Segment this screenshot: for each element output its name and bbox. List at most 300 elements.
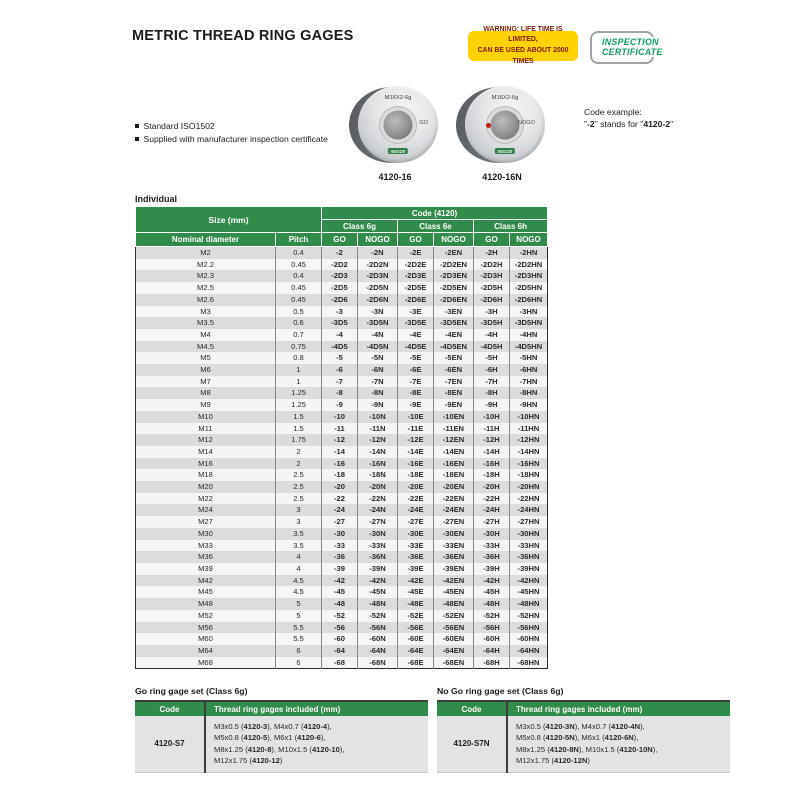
pitch-cell: 1.25 bbox=[276, 399, 322, 411]
code-cell: -18E bbox=[398, 469, 434, 481]
code-cell: -8HN bbox=[510, 387, 548, 399]
ring-hole bbox=[491, 110, 520, 139]
code-cell: -4EN bbox=[434, 329, 474, 341]
feature-item: Supplied with manufacturer inspection certificate bbox=[135, 134, 328, 144]
code-cell: -11 bbox=[322, 423, 358, 435]
code-cell: -33HN bbox=[510, 540, 548, 552]
pitch-cell: 1 bbox=[276, 376, 322, 388]
code-cell: -2 bbox=[322, 247, 358, 259]
code-example-line: "-2" stands for "4120-2" bbox=[584, 119, 674, 130]
code-cell: -2D5HN bbox=[510, 282, 548, 294]
table-row bbox=[136, 364, 548, 376]
code-cell: -8N bbox=[358, 387, 398, 399]
nominal-diameter-cell: M8 bbox=[136, 387, 276, 399]
code-cell: -48EN bbox=[434, 598, 474, 610]
table-row bbox=[136, 551, 548, 563]
code-cell: -2D2N bbox=[358, 259, 398, 271]
set-description-line: M3x0.5 (4120-3), M4x0.7 (4120-4), bbox=[214, 722, 332, 731]
code-cell: -2D2E bbox=[398, 259, 434, 271]
nominal-diameter-cell: M7 bbox=[136, 376, 276, 388]
code-cell: -27H bbox=[474, 516, 510, 528]
code-cell: -52 bbox=[322, 610, 358, 622]
code-cell: -20EN bbox=[434, 481, 474, 493]
code-cell: -6 bbox=[322, 364, 358, 376]
code-cell: -18H bbox=[474, 469, 510, 481]
nogo-set-title: No Go ring gage set (Class 6g) bbox=[437, 686, 564, 696]
nominal-diameter-cell: M42 bbox=[136, 575, 276, 587]
code-cell: -3D5 bbox=[322, 317, 358, 329]
code-cell: -10E bbox=[398, 411, 434, 423]
table-row bbox=[136, 481, 548, 493]
code-example-label: Code example: bbox=[584, 107, 642, 117]
pitch-cell: 2 bbox=[276, 446, 322, 458]
code-cell: -22N bbox=[358, 493, 398, 505]
code-cell: -3EN bbox=[434, 306, 474, 318]
code-cell: -33 bbox=[322, 540, 358, 552]
code-cell: -22EN bbox=[434, 493, 474, 505]
code-cell: -27HN bbox=[510, 516, 548, 528]
pitch-cell: 1 bbox=[276, 364, 322, 376]
go-set-title: Go ring gage set (Class 6g) bbox=[135, 686, 248, 696]
code-cell: -36N bbox=[358, 551, 398, 563]
nogo-label: NOGO bbox=[517, 120, 535, 126]
code-cell: -11H bbox=[474, 423, 510, 435]
code-cell: -7 bbox=[322, 376, 358, 388]
nominal-diameter-cell: M68 bbox=[136, 657, 276, 669]
set-description-line: M5x0.8 (4120-5N), M6x1 (4120-6N), bbox=[516, 733, 639, 743]
code-cell: -33EN bbox=[434, 540, 474, 552]
pitch-cell: 5.5 bbox=[276, 622, 322, 634]
ring-marking: M16X2-6g bbox=[491, 95, 519, 101]
code-cell: -4H bbox=[474, 329, 510, 341]
table-row bbox=[136, 294, 548, 306]
code-cell: -42H bbox=[474, 575, 510, 587]
header-pitch: Pitch bbox=[276, 233, 322, 247]
code-cell: -64EN bbox=[434, 645, 474, 657]
set-description-line: M8x1.25 (4120-8N), M10x1.5 (4120-10N), bbox=[516, 744, 658, 754]
code-cell: -4E bbox=[398, 329, 434, 341]
insize-logo: INSIZE bbox=[388, 148, 408, 154]
header-nogo-6h: NOGO bbox=[510, 233, 548, 247]
pitch-cell: 5 bbox=[276, 598, 322, 610]
table-row bbox=[136, 645, 548, 657]
pitch-cell: 1.75 bbox=[276, 434, 322, 446]
code-cell: -3D5EN bbox=[434, 317, 474, 329]
pitch-cell: 1.5 bbox=[276, 411, 322, 423]
table-row bbox=[136, 352, 548, 364]
table-row bbox=[136, 259, 548, 271]
nominal-diameter-cell: M11 bbox=[136, 423, 276, 435]
code-cell: -8 bbox=[322, 387, 358, 399]
certificate-label: INSPECTION CERTIFICATE bbox=[599, 37, 666, 57]
code-cell: -7N bbox=[358, 376, 398, 388]
code-cell: -11HN bbox=[510, 423, 548, 435]
set-description bbox=[205, 716, 428, 772]
table-row bbox=[136, 540, 548, 552]
nominal-diameter-cell: M45 bbox=[136, 586, 276, 598]
code-cell: -45HN bbox=[510, 586, 548, 598]
code-cell: -2D2 bbox=[322, 259, 358, 271]
code-cell: -48E bbox=[398, 598, 434, 610]
table-row bbox=[136, 329, 548, 341]
product-image-nogo-ring bbox=[450, 86, 554, 182]
go-ring-photo bbox=[349, 86, 441, 164]
code-cell: -14E bbox=[398, 446, 434, 458]
code-cell: -12HN bbox=[510, 434, 548, 446]
code-cell: -45E bbox=[398, 586, 434, 598]
nominal-diameter-cell: M27 bbox=[136, 516, 276, 528]
code-cell: -48H bbox=[474, 598, 510, 610]
table-row bbox=[136, 528, 548, 540]
code-cell: -2D3 bbox=[322, 270, 358, 282]
set-code-value: 4120-S7N bbox=[437, 716, 507, 772]
feature-list bbox=[135, 121, 328, 147]
code-cell: -36 bbox=[322, 551, 358, 563]
code-cell: -52EN bbox=[434, 610, 474, 622]
warning-line-1: WARNING: LIFE TIME IS LIMITED, bbox=[483, 25, 563, 44]
code-cell: -39EN bbox=[434, 563, 474, 575]
code-cell: -12N bbox=[358, 434, 398, 446]
table-row bbox=[136, 575, 548, 587]
code-cell: -8E bbox=[398, 387, 434, 399]
code-cell: -4N bbox=[358, 329, 398, 341]
code-cell: -27E bbox=[398, 516, 434, 528]
code-cell: -3HN bbox=[510, 306, 548, 318]
header-class-6e: Class 6e bbox=[398, 220, 474, 233]
code-cell: -7E bbox=[398, 376, 434, 388]
code-cell: -24N bbox=[358, 504, 398, 516]
code-cell: -68EN bbox=[434, 657, 474, 669]
go-set-table-block bbox=[135, 686, 428, 773]
code-cell: -3H bbox=[474, 306, 510, 318]
code-cell: -45 bbox=[322, 586, 358, 598]
code-cell: -9H bbox=[474, 399, 510, 411]
code-cell: -24H bbox=[474, 504, 510, 516]
code-cell: -10HN bbox=[510, 411, 548, 423]
code-cell: -16HN bbox=[510, 458, 548, 470]
code-cell: -68N bbox=[358, 657, 398, 669]
code-cell: -45H bbox=[474, 586, 510, 598]
table-row bbox=[136, 306, 548, 318]
code-cell: -42N bbox=[358, 575, 398, 587]
pitch-cell: 5.5 bbox=[276, 633, 322, 645]
nominal-diameter-cell: M22 bbox=[136, 493, 276, 505]
code-cell: -30H bbox=[474, 528, 510, 540]
code-cell: -9 bbox=[322, 399, 358, 411]
pitch-cell: 0.4 bbox=[276, 247, 322, 259]
pitch-cell: 0.4 bbox=[276, 270, 322, 282]
ring-face bbox=[465, 86, 545, 163]
code-cell: -3 bbox=[322, 306, 358, 318]
code-cell: -24 bbox=[322, 504, 358, 516]
code-cell: -2EN bbox=[434, 247, 474, 259]
code-cell: -8H bbox=[474, 387, 510, 399]
code-cell: -5EN bbox=[434, 352, 474, 364]
code-cell: -2D3H bbox=[474, 270, 510, 282]
code-cell: -9EN bbox=[434, 399, 474, 411]
nominal-diameter-cell: M18 bbox=[136, 469, 276, 481]
header-go-6e: GO bbox=[398, 233, 434, 247]
thread-ring-gage-table bbox=[135, 206, 548, 669]
table-row bbox=[136, 586, 548, 598]
pitch-cell: 2.5 bbox=[276, 481, 322, 493]
code-cell: -14H bbox=[474, 446, 510, 458]
code-cell: -24E bbox=[398, 504, 434, 516]
code-cell: -42E bbox=[398, 575, 434, 587]
nogo-set-table bbox=[437, 700, 730, 773]
pitch-cell: 1.5 bbox=[276, 423, 322, 435]
table-row bbox=[136, 493, 548, 505]
code-cell: -56H bbox=[474, 622, 510, 634]
code-cell: -2D6EN bbox=[434, 294, 474, 306]
code-cell: -14 bbox=[322, 446, 358, 458]
code-cell: -2D2HN bbox=[510, 259, 548, 271]
code-cell: -12H bbox=[474, 434, 510, 446]
set-description-line: M12x1.75 (4120-12) bbox=[214, 756, 283, 766]
table-row bbox=[136, 516, 548, 528]
table-row bbox=[136, 399, 548, 411]
code-cell: -2H bbox=[474, 247, 510, 259]
code-cell: -6EN bbox=[434, 364, 474, 376]
code-cell: -20N bbox=[358, 481, 398, 493]
nominal-diameter-cell: M4.5 bbox=[136, 341, 276, 353]
nominal-diameter-cell: M6 bbox=[136, 364, 276, 376]
code-cell: -3D5H bbox=[474, 317, 510, 329]
code-cell: -22E bbox=[398, 493, 434, 505]
code-cell: -9N bbox=[358, 399, 398, 411]
pitch-cell: 0.45 bbox=[276, 259, 322, 271]
code-cell: -6E bbox=[398, 364, 434, 376]
code-cell: -39HN bbox=[510, 563, 548, 575]
code-cell: -10EN bbox=[434, 411, 474, 423]
nominal-diameter-cell: M2.2 bbox=[136, 259, 276, 271]
header-size-group: Size (mm) bbox=[136, 207, 322, 233]
nominal-diameter-cell: M4 bbox=[136, 329, 276, 341]
set-description-line: M8x1.25 (4120-8), M10x1.5 (4120-10), bbox=[214, 744, 345, 754]
nominal-diameter-cell: M64 bbox=[136, 645, 276, 657]
bullet-square-icon bbox=[135, 137, 139, 141]
nominal-diameter-cell: M48 bbox=[136, 598, 276, 610]
code-cell: -64E bbox=[398, 645, 434, 657]
code-cell: -2D5EN bbox=[434, 282, 474, 294]
table-row bbox=[136, 504, 548, 516]
set-description-line: M3x0.5 (4120-3N), M4x0.7 (4120-4N), bbox=[516, 722, 645, 731]
pitch-cell: 4.5 bbox=[276, 586, 322, 598]
pitch-cell: 3.5 bbox=[276, 528, 322, 540]
code-cell: -64H bbox=[474, 645, 510, 657]
table-row bbox=[136, 411, 548, 423]
code-cell: -5H bbox=[474, 352, 510, 364]
table-row bbox=[136, 434, 548, 446]
table-row bbox=[136, 610, 548, 622]
set-header-code: Code bbox=[135, 701, 205, 716]
header-code-group: Code (4120) bbox=[322, 207, 548, 220]
code-cell: -22HN bbox=[510, 493, 548, 505]
bullet-square-icon bbox=[135, 124, 139, 128]
nominal-diameter-cell: M56 bbox=[136, 622, 276, 634]
table-row bbox=[136, 423, 548, 435]
table-row bbox=[136, 317, 548, 329]
code-cell: -2D3HN bbox=[510, 270, 548, 282]
table-row bbox=[136, 282, 548, 294]
code-cell: -16E bbox=[398, 458, 434, 470]
code-cell: -16EN bbox=[434, 458, 474, 470]
code-cell: -60EN bbox=[434, 633, 474, 645]
code-cell: -3D5E bbox=[398, 317, 434, 329]
pitch-cell: 2 bbox=[276, 458, 322, 470]
pitch-cell: 2.5 bbox=[276, 469, 322, 481]
code-cell: -52HN bbox=[510, 610, 548, 622]
code-cell: -42 bbox=[322, 575, 358, 587]
pitch-cell: 3 bbox=[276, 516, 322, 528]
nominal-diameter-cell: M20 bbox=[136, 481, 276, 493]
code-cell: -12E bbox=[398, 434, 434, 446]
set-description-line: M5x0.8 (4120-5), M6x1 (4120-6), bbox=[214, 733, 326, 743]
nominal-diameter-cell: M2.3 bbox=[136, 270, 276, 282]
code-cell: -22H bbox=[474, 493, 510, 505]
nominal-diameter-cell: M14 bbox=[136, 446, 276, 458]
header-nogo-6g: NOGO bbox=[358, 233, 398, 247]
code-cell: -2D2EN bbox=[434, 259, 474, 271]
nominal-diameter-cell: M39 bbox=[136, 563, 276, 575]
code-cell: -56E bbox=[398, 622, 434, 634]
code-cell: -24EN bbox=[434, 504, 474, 516]
table-row bbox=[136, 563, 548, 575]
nominal-diameter-cell: M9 bbox=[136, 399, 276, 411]
code-cell: -4D5EN bbox=[434, 341, 474, 353]
code-cell: -4D5H bbox=[474, 341, 510, 353]
main-table-wrap bbox=[135, 206, 547, 669]
code-cell: -7EN bbox=[434, 376, 474, 388]
nominal-diameter-cell: M16 bbox=[136, 458, 276, 470]
code-cell: -3D5N bbox=[358, 317, 398, 329]
pitch-cell: 0.7 bbox=[276, 329, 322, 341]
code-cell: -56N bbox=[358, 622, 398, 634]
nominal-diameter-cell: M3.5 bbox=[136, 317, 276, 329]
code-cell: -2D3N bbox=[358, 270, 398, 282]
nominal-diameter-cell: M12 bbox=[136, 434, 276, 446]
code-cell: -14EN bbox=[434, 446, 474, 458]
table-row bbox=[136, 270, 548, 282]
code-cell: -52H bbox=[474, 610, 510, 622]
pitch-cell: 4 bbox=[276, 551, 322, 563]
code-cell: -4D5N bbox=[358, 341, 398, 353]
product-code-caption: 4120-16N bbox=[482, 172, 522, 182]
pitch-cell: 0.45 bbox=[276, 294, 322, 306]
code-cell: -27N bbox=[358, 516, 398, 528]
code-cell: -4HN bbox=[510, 329, 548, 341]
code-cell: -11N bbox=[358, 423, 398, 435]
feature-item: Standard ISO1502 bbox=[135, 121, 328, 131]
pitch-cell: 0.45 bbox=[276, 282, 322, 294]
pitch-cell: 4.5 bbox=[276, 575, 322, 587]
table-row bbox=[136, 341, 548, 353]
table-row bbox=[136, 598, 548, 610]
code-cell: -2D5 bbox=[322, 282, 358, 294]
header-class-6h: Class 6h bbox=[474, 220, 548, 233]
code-cell: -48 bbox=[322, 598, 358, 610]
code-cell: -60 bbox=[322, 633, 358, 645]
code-cell: -27EN bbox=[434, 516, 474, 528]
code-cell: -2N bbox=[358, 247, 398, 259]
code-cell: -3D5HN bbox=[510, 317, 548, 329]
code-cell: -5E bbox=[398, 352, 434, 364]
code-cell: -39 bbox=[322, 563, 358, 575]
code-cell: -16 bbox=[322, 458, 358, 470]
code-cell: -60H bbox=[474, 633, 510, 645]
warning-badge bbox=[468, 25, 578, 65]
code-cell: -4D5E bbox=[398, 341, 434, 353]
pitch-cell: 3 bbox=[276, 504, 322, 516]
table-row bbox=[136, 247, 548, 259]
insize-logo: INSIZE bbox=[495, 148, 515, 154]
code-cell: -2D5N bbox=[358, 282, 398, 294]
code-cell: -52N bbox=[358, 610, 398, 622]
nominal-diameter-cell: M3 bbox=[136, 306, 276, 318]
code-cell: -30 bbox=[322, 528, 358, 540]
code-cell: -5 bbox=[322, 352, 358, 364]
table-row bbox=[136, 469, 548, 481]
code-cell: -7HN bbox=[510, 376, 548, 388]
code-cell: -10 bbox=[322, 411, 358, 423]
code-cell: -39N bbox=[358, 563, 398, 575]
code-cell: -18 bbox=[322, 469, 358, 481]
code-cell: -3E bbox=[398, 306, 434, 318]
go-label: GO bbox=[419, 120, 428, 126]
code-cell: -10N bbox=[358, 411, 398, 423]
ring-hole bbox=[384, 110, 413, 139]
code-cell: -56EN bbox=[434, 622, 474, 634]
nominal-diameter-cell: M52 bbox=[136, 610, 276, 622]
main-table-body bbox=[136, 247, 548, 669]
code-cell: -5HN bbox=[510, 352, 548, 364]
code-cell: -56 bbox=[322, 622, 358, 634]
code-cell: -2D6N bbox=[358, 294, 398, 306]
page-title: METRIC THREAD RING GAGES bbox=[132, 28, 354, 44]
code-cell: -20E bbox=[398, 481, 434, 493]
code-cell: -64 bbox=[322, 645, 358, 657]
code-cell: -2D2H bbox=[474, 259, 510, 271]
header-nominal-diameter: Nominal diameter bbox=[136, 233, 276, 247]
code-cell: -2D6 bbox=[322, 294, 358, 306]
set-code-value: 4120-S7 bbox=[135, 716, 205, 772]
individual-label: Individual bbox=[135, 194, 178, 204]
code-cell: -6N bbox=[358, 364, 398, 376]
code-cell: -4D5 bbox=[322, 341, 358, 353]
pitch-cell: 6 bbox=[276, 645, 322, 657]
pitch-cell: 0.5 bbox=[276, 306, 322, 318]
code-cell: -68 bbox=[322, 657, 358, 669]
code-cell: -36E bbox=[398, 551, 434, 563]
nominal-diameter-cell: M36 bbox=[136, 551, 276, 563]
nominal-diameter-cell: M2.5 bbox=[136, 282, 276, 294]
code-cell: -9E bbox=[398, 399, 434, 411]
code-cell: -6H bbox=[474, 364, 510, 376]
inspection-certificate-badge bbox=[590, 31, 680, 67]
code-cell: -11E bbox=[398, 423, 434, 435]
code-cell: -42EN bbox=[434, 575, 474, 587]
code-cell: -45EN bbox=[434, 586, 474, 598]
set-header-desc: Thread ring gages included (mm) bbox=[205, 701, 428, 716]
nominal-diameter-cell: M10 bbox=[136, 411, 276, 423]
table-row bbox=[136, 657, 548, 669]
code-cell: -20HN bbox=[510, 481, 548, 493]
code-cell: -11EN bbox=[434, 423, 474, 435]
code-cell: -68E bbox=[398, 657, 434, 669]
code-cell: -14N bbox=[358, 446, 398, 458]
red-dot-icon bbox=[486, 123, 491, 128]
nominal-diameter-cell: M2.6 bbox=[136, 294, 276, 306]
